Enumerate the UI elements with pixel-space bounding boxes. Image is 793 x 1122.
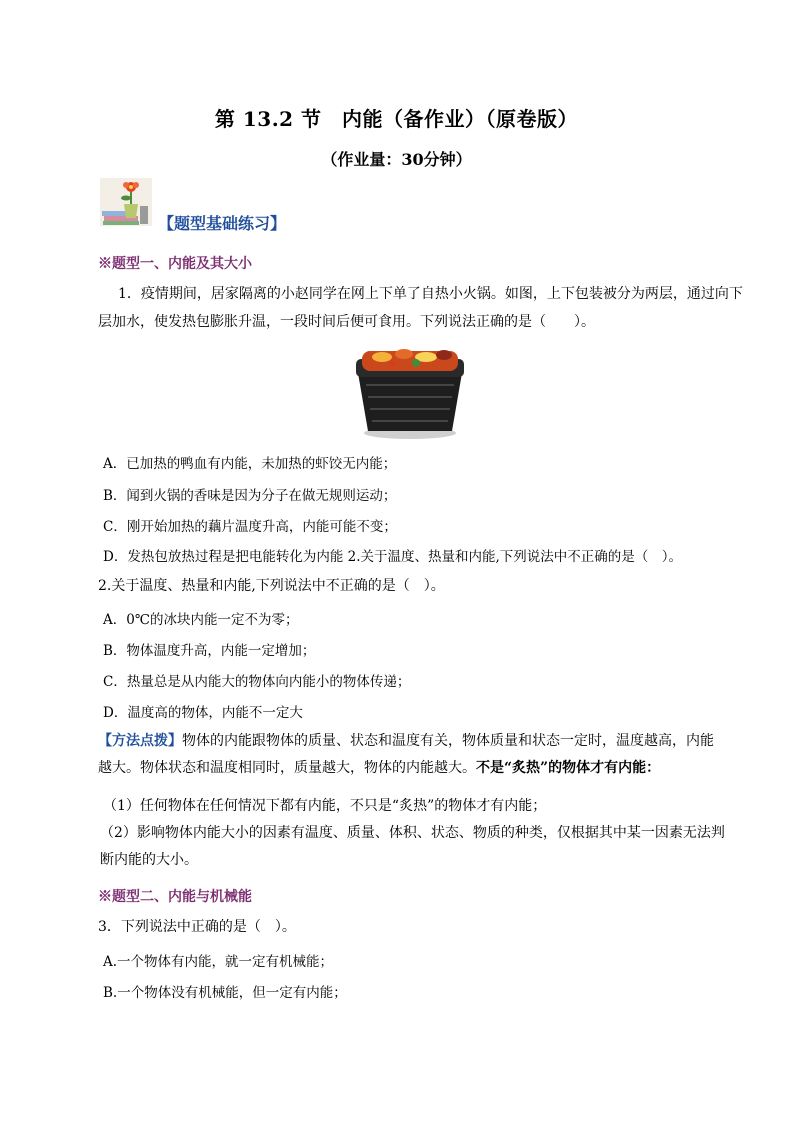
q1-option-a: A．已加热的鸭血有内能，未加热的虾饺无内能； <box>103 456 397 472</box>
self-heating-hotpot-image <box>352 345 468 441</box>
page-subtitle: （作业量：30分钟） <box>321 150 472 169</box>
method-tip-bold: 不是“炙热”的物体才有内能： <box>476 760 661 776</box>
q2-option-b: B．物体温度升高，内能一定增加； <box>103 643 316 659</box>
q1-option-b: B．闻到火锅的香味是因为分子在做无规则运动； <box>103 488 397 504</box>
method-tip-point-1: （1）任何物体在任何情况下都有内能，不只是“炙热”的物体才有内能； <box>103 798 547 814</box>
q1-stem-line2: 层加水，使发热包膨胀升温，一段时间后便可食用。下列说法正确的是（ ）。 <box>98 314 595 330</box>
category-heading-1: ※题型一、内能及其大小 <box>98 256 252 272</box>
q2-option-c: C．热量总是从内能大的物体向内能小的物体传递； <box>103 674 411 690</box>
method-tip-point-2: （2）影响物体内能大小的因素有温度、质量、体积、状态、物质的种类，仅根据其中某一因素无法判断内能的大小。 <box>100 825 725 868</box>
q1-option-c: C．刚开始加热的藕片温度升高，内能可能不变； <box>103 519 397 535</box>
page-title: 第 13.2 节 内能（备作业）（原卷版） <box>214 107 579 131</box>
q3-option-b: B.一个物体没有机械能，但一定有内能； <box>103 985 347 1001</box>
q2-stem: 2.关于温度、热量和内能,下列说法中不正确的是（ ）。 <box>98 578 445 594</box>
q3-option-a: A.一个物体有内能，就一定有机械能； <box>103 954 334 970</box>
method-tip-paragraph <box>98 728 726 782</box>
q3-stem: 3．下列说法中正确的是（ ）。 <box>98 919 296 935</box>
q2-option-d: D．温度高的物体，内能不一定大 <box>103 705 303 721</box>
q1-option-d: D．发热包放热过程是把电能转化为内能 2.关于温度、热量和内能,下列说法中不正确的是（ ）。 <box>103 549 683 565</box>
q2-option-a: A．0℃的冰块内能一定不为零； <box>103 612 299 628</box>
q1-stem-line1: 1．疫情期间，居家隔离的小赵同学在网上下单了自热小火锅。如图，上下包装被分为两层，通过向下 <box>118 286 743 302</box>
method-tip-label: 【方法点拨】 <box>98 733 182 749</box>
flower-pot-books-icon <box>100 178 152 226</box>
method-tip-text: 物体的内能跟物体的质量、状态和温度有关，物体质量和状态一定时，温度越高，内能越大。物体状态和温度相同时，质量越大，物体的内能越大。 <box>98 733 714 776</box>
section-heading: 【题型基础练习】 <box>158 214 287 233</box>
category-heading-2: ※题型二、内能与机械能 <box>98 889 252 905</box>
